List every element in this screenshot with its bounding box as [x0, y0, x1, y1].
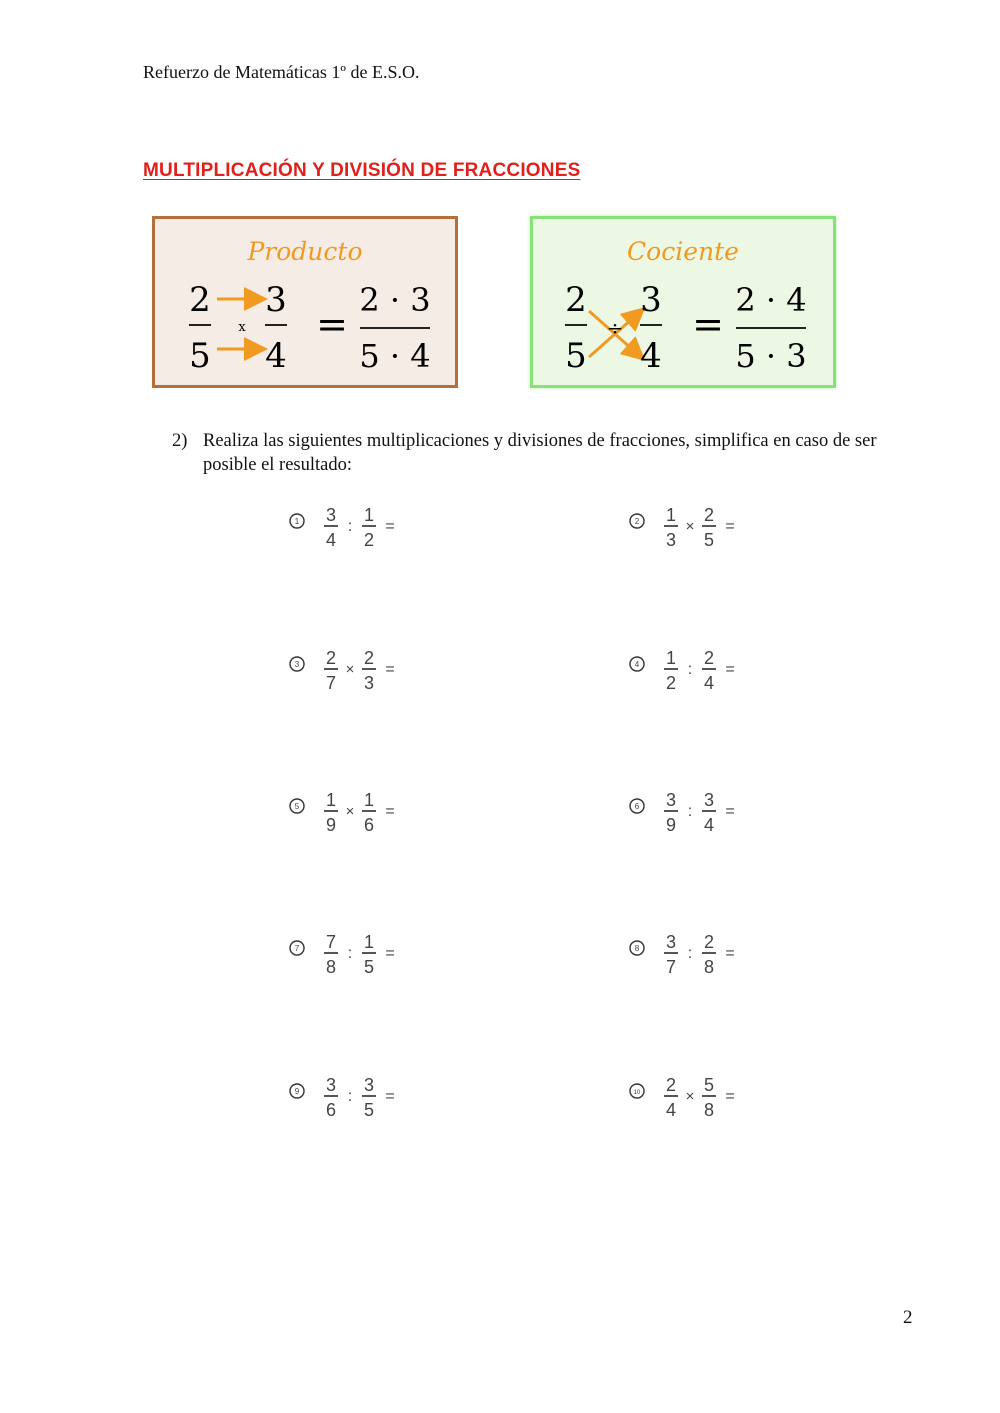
problem-first-denominator: 4 — [325, 530, 337, 550]
problem-second-numerator: 2 — [703, 505, 715, 525]
product-result-numerator: 2 · 3 — [359, 281, 431, 319]
problem-second-numerator: 1 — [363, 505, 375, 525]
problem-first-denominator: 7 — [325, 673, 337, 693]
problem-expression — [287, 785, 487, 845]
problem-operator: × — [345, 803, 355, 820]
problem-item — [287, 500, 487, 560]
exercise-number: 2) — [172, 431, 188, 451]
problem-first-denominator: 8 — [325, 957, 337, 977]
problem-equals: = — [385, 661, 395, 678]
problem-second-denominator: 4 — [703, 815, 715, 835]
product-result-denominator: 5 · 4 — [359, 337, 431, 375]
problem-equals: = — [725, 945, 735, 962]
problem-item — [287, 1070, 487, 1130]
problem-item — [627, 1070, 827, 1130]
problem-number: 1 — [294, 517, 300, 526]
problem-second-denominator: 4 — [703, 673, 715, 693]
product-formula — [155, 219, 455, 385]
quotient-b-denominator: 4 — [640, 336, 662, 376]
quotient-label: Cociente — [627, 237, 739, 266]
problem-number: 7 — [294, 944, 300, 953]
problem-operator: × — [345, 661, 355, 678]
problem-first-denominator: 9 — [325, 815, 337, 835]
problem-operator: : — [347, 1088, 353, 1105]
problem-expression — [627, 500, 827, 560]
quotient-equals: = — [692, 302, 724, 346]
problem-expression — [627, 643, 827, 703]
page-header: Refuerzo de Matemáticas 1º de E.S.O. — [143, 62, 420, 82]
product-rule-box — [152, 216, 458, 388]
quotient-operator: ÷ — [606, 316, 624, 340]
problem-number: 6 — [634, 802, 640, 811]
problem-operator: : — [687, 803, 693, 820]
problem-expression — [627, 785, 827, 845]
problem-equals: = — [385, 803, 395, 820]
problem-expression — [287, 1070, 487, 1130]
problem-equals: = — [725, 661, 735, 678]
problem-item — [627, 927, 827, 987]
problem-first-numerator: 3 — [325, 505, 337, 525]
problem-expression — [287, 643, 487, 703]
problem-second-denominator: 2 — [363, 530, 375, 550]
problem-number: 3 — [294, 660, 300, 669]
quotient-b-numerator: 3 — [640, 280, 662, 320]
quotient-formula — [533, 219, 833, 385]
section-title: MULTIPLICACIÓN Y DIVISIÓN DE FRACCIONES — [143, 160, 581, 181]
problem-number: 5 — [294, 802, 300, 811]
quotient-a-denominator: 5 — [565, 336, 587, 376]
quotient-result-denominator: 5 · 3 — [735, 337, 807, 375]
quotient-a-numerator: 2 — [565, 280, 587, 320]
quotient-rule-box — [530, 216, 836, 388]
problem-second-numerator: 5 — [703, 1075, 715, 1095]
page-number: 2 — [903, 1307, 913, 1328]
problem-item — [287, 785, 487, 845]
problem-second-denominator: 5 — [363, 957, 375, 977]
product-equals: = — [316, 302, 348, 346]
problem-first-denominator: 9 — [665, 815, 677, 835]
problem-first-numerator: 3 — [325, 1075, 337, 1095]
product-a-numerator: 2 — [189, 280, 211, 320]
problem-second-numerator: 3 — [703, 790, 715, 810]
problem-operator: × — [685, 518, 695, 535]
problem-operator: : — [347, 945, 353, 962]
problem-second-denominator: 3 — [363, 673, 375, 693]
problem-operator: : — [347, 518, 353, 535]
problem-equals: = — [725, 518, 735, 535]
problem-second-numerator: 3 — [363, 1075, 375, 1095]
problem-expression — [627, 1070, 827, 1130]
problem-first-numerator: 1 — [665, 648, 677, 668]
problem-first-denominator: 3 — [665, 530, 677, 550]
problem-second-numerator: 1 — [363, 932, 375, 952]
problem-first-numerator: 1 — [325, 790, 337, 810]
problem-second-numerator: 2 — [363, 648, 375, 668]
problem-number: 10 — [633, 1090, 641, 1096]
problem-equals: = — [385, 945, 395, 962]
product-operator: x — [238, 320, 246, 335]
problem-first-denominator: 7 — [665, 957, 677, 977]
problem-equals: = — [725, 803, 735, 820]
problem-equals: = — [385, 1088, 395, 1105]
problem-first-denominator: 2 — [665, 673, 677, 693]
problem-operator: × — [685, 1088, 695, 1105]
problem-item — [287, 927, 487, 987]
problem-first-denominator: 4 — [665, 1100, 677, 1120]
problem-number: 9 — [294, 1087, 300, 1096]
problem-second-denominator: 5 — [703, 530, 715, 550]
exercise-text: Realiza las siguientes multiplicaciones y divisiones de fracciones, simplifica en caso de ser posible el resultado: — [203, 431, 877, 475]
problem-number: 2 — [634, 517, 640, 526]
problem-first-numerator: 3 — [665, 790, 677, 810]
problem-first-numerator: 1 — [665, 505, 677, 525]
problem-operator: : — [687, 661, 693, 678]
problem-number: 4 — [634, 660, 640, 669]
product-b-denominator: 4 — [265, 336, 287, 376]
problem-first-numerator: 2 — [325, 648, 337, 668]
problem-operator: : — [687, 945, 693, 962]
quotient-result-numerator: 2 · 4 — [735, 281, 807, 319]
problem-second-numerator: 1 — [363, 790, 375, 810]
problem-expression — [287, 927, 487, 987]
problem-equals: = — [725, 1088, 735, 1105]
problem-first-numerator: 2 — [665, 1075, 677, 1095]
problem-equals: = — [385, 518, 395, 535]
problem-second-denominator: 6 — [363, 815, 375, 835]
problem-item — [627, 785, 827, 845]
product-label: Producto — [247, 237, 363, 266]
problem-number: 8 — [634, 944, 640, 953]
problem-second-denominator: 8 — [703, 957, 715, 977]
problem-second-denominator: 8 — [703, 1100, 715, 1120]
problem-second-numerator: 2 — [703, 648, 715, 668]
problem-item — [627, 500, 827, 560]
problem-item — [287, 643, 487, 703]
problem-first-numerator: 3 — [665, 932, 677, 952]
problem-expression — [287, 500, 487, 560]
problem-first-numerator: 7 — [325, 932, 337, 952]
problem-item — [627, 643, 827, 703]
product-b-numerator: 3 — [265, 280, 287, 320]
problem-first-denominator: 6 — [325, 1100, 337, 1120]
problem-second-denominator: 5 — [363, 1100, 375, 1120]
product-a-denominator: 5 — [189, 336, 211, 376]
problem-expression — [627, 927, 827, 987]
problem-second-numerator: 2 — [703, 932, 715, 952]
